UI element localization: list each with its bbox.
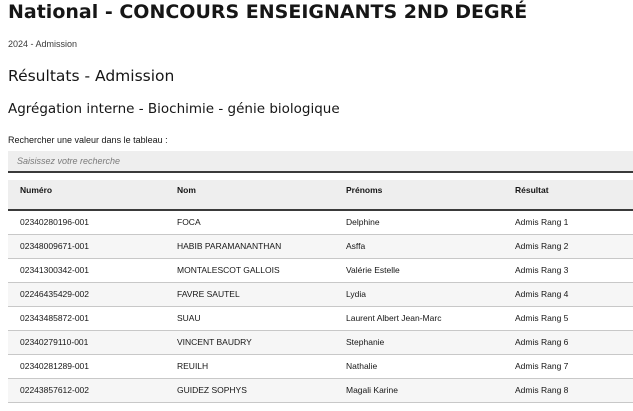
- cell-numero: 02340281289-001: [8, 354, 165, 378]
- cell-nom: SUAU: [165, 306, 334, 330]
- session-subtitle: 2024 - Admission: [8, 39, 78, 49]
- cell-resultat: Admis Rang 2: [503, 234, 633, 258]
- cell-prenoms: Stephanie: [334, 330, 503, 354]
- cell-numero: 02340279110-001: [8, 330, 165, 354]
- cell-numero: 02343485872-001: [8, 306, 165, 330]
- table-row: [8, 282, 633, 306]
- column-header-numero[interactable]: Numéro: [8, 180, 165, 210]
- cell-nom: VINCENT BAUDRY: [165, 330, 334, 354]
- cell-resultat: Admis Rang 8: [503, 378, 633, 402]
- page-title: National - CONCOURS ENSEIGNANTS 2ND DEGRÉ: [8, 1, 528, 23]
- cell-resultat: Admis Rang 3: [503, 258, 633, 282]
- cell-nom: REUILH: [165, 354, 334, 378]
- exam-heading: Agrégation interne - Biochimie - génie biologique: [8, 101, 340, 117]
- cell-prenoms: Delphine: [334, 210, 503, 234]
- results-table-header: [8, 180, 633, 210]
- results-table: [8, 180, 633, 403]
- cell-numero: 02340280196-001: [8, 210, 165, 234]
- results-table-body: [8, 210, 633, 402]
- cell-nom: GUIDEZ SOPHYS: [165, 378, 334, 402]
- cell-nom: FOCA: [165, 210, 334, 234]
- table-row: [8, 306, 633, 330]
- search-input[interactable]: [8, 151, 633, 173]
- cell-nom: HABIB PARAMANANTHAN: [165, 234, 334, 258]
- cell-prenoms: Laurent Albert Jean-Marc: [334, 306, 503, 330]
- cell-prenoms: Magali Karine: [334, 378, 503, 402]
- cell-resultat: Admis Rang 4: [503, 282, 633, 306]
- table-row: [8, 354, 633, 378]
- column-header-prenoms[interactable]: Prénoms: [334, 180, 503, 210]
- column-header-resultat[interactable]: Résultat: [503, 180, 633, 210]
- cell-resultat: Admis Rang 1: [503, 210, 633, 234]
- cell-prenoms: Valérie Estelle: [334, 258, 503, 282]
- table-row: [8, 330, 633, 354]
- table-row: [8, 258, 633, 282]
- cell-resultat: Admis Rang 5: [503, 306, 633, 330]
- cell-resultat: Admis Rang 6: [503, 330, 633, 354]
- cell-prenoms: Asffa: [334, 234, 503, 258]
- cell-numero: 02243857612-002: [8, 378, 165, 402]
- results-heading: Résultats - Admission: [8, 67, 175, 85]
- table-row: [8, 234, 633, 258]
- cell-prenoms: Nathalie: [334, 354, 503, 378]
- cell-numero: 02341300342-001: [8, 258, 165, 282]
- cell-numero: 02246435429-002: [8, 282, 165, 306]
- search-label: Rechercher une valeur dans le tableau :: [8, 135, 168, 145]
- table-row: [8, 378, 633, 402]
- cell-prenoms: Lydia: [334, 282, 503, 306]
- cell-nom: MONTALESCOT GALLOIS: [165, 258, 334, 282]
- table-row: [8, 210, 633, 234]
- cell-nom: FAVRE SAUTEL: [165, 282, 334, 306]
- cell-numero: 02348009671-001: [8, 234, 165, 258]
- cell-resultat: Admis Rang 7: [503, 354, 633, 378]
- column-header-nom[interactable]: Nom: [165, 180, 334, 210]
